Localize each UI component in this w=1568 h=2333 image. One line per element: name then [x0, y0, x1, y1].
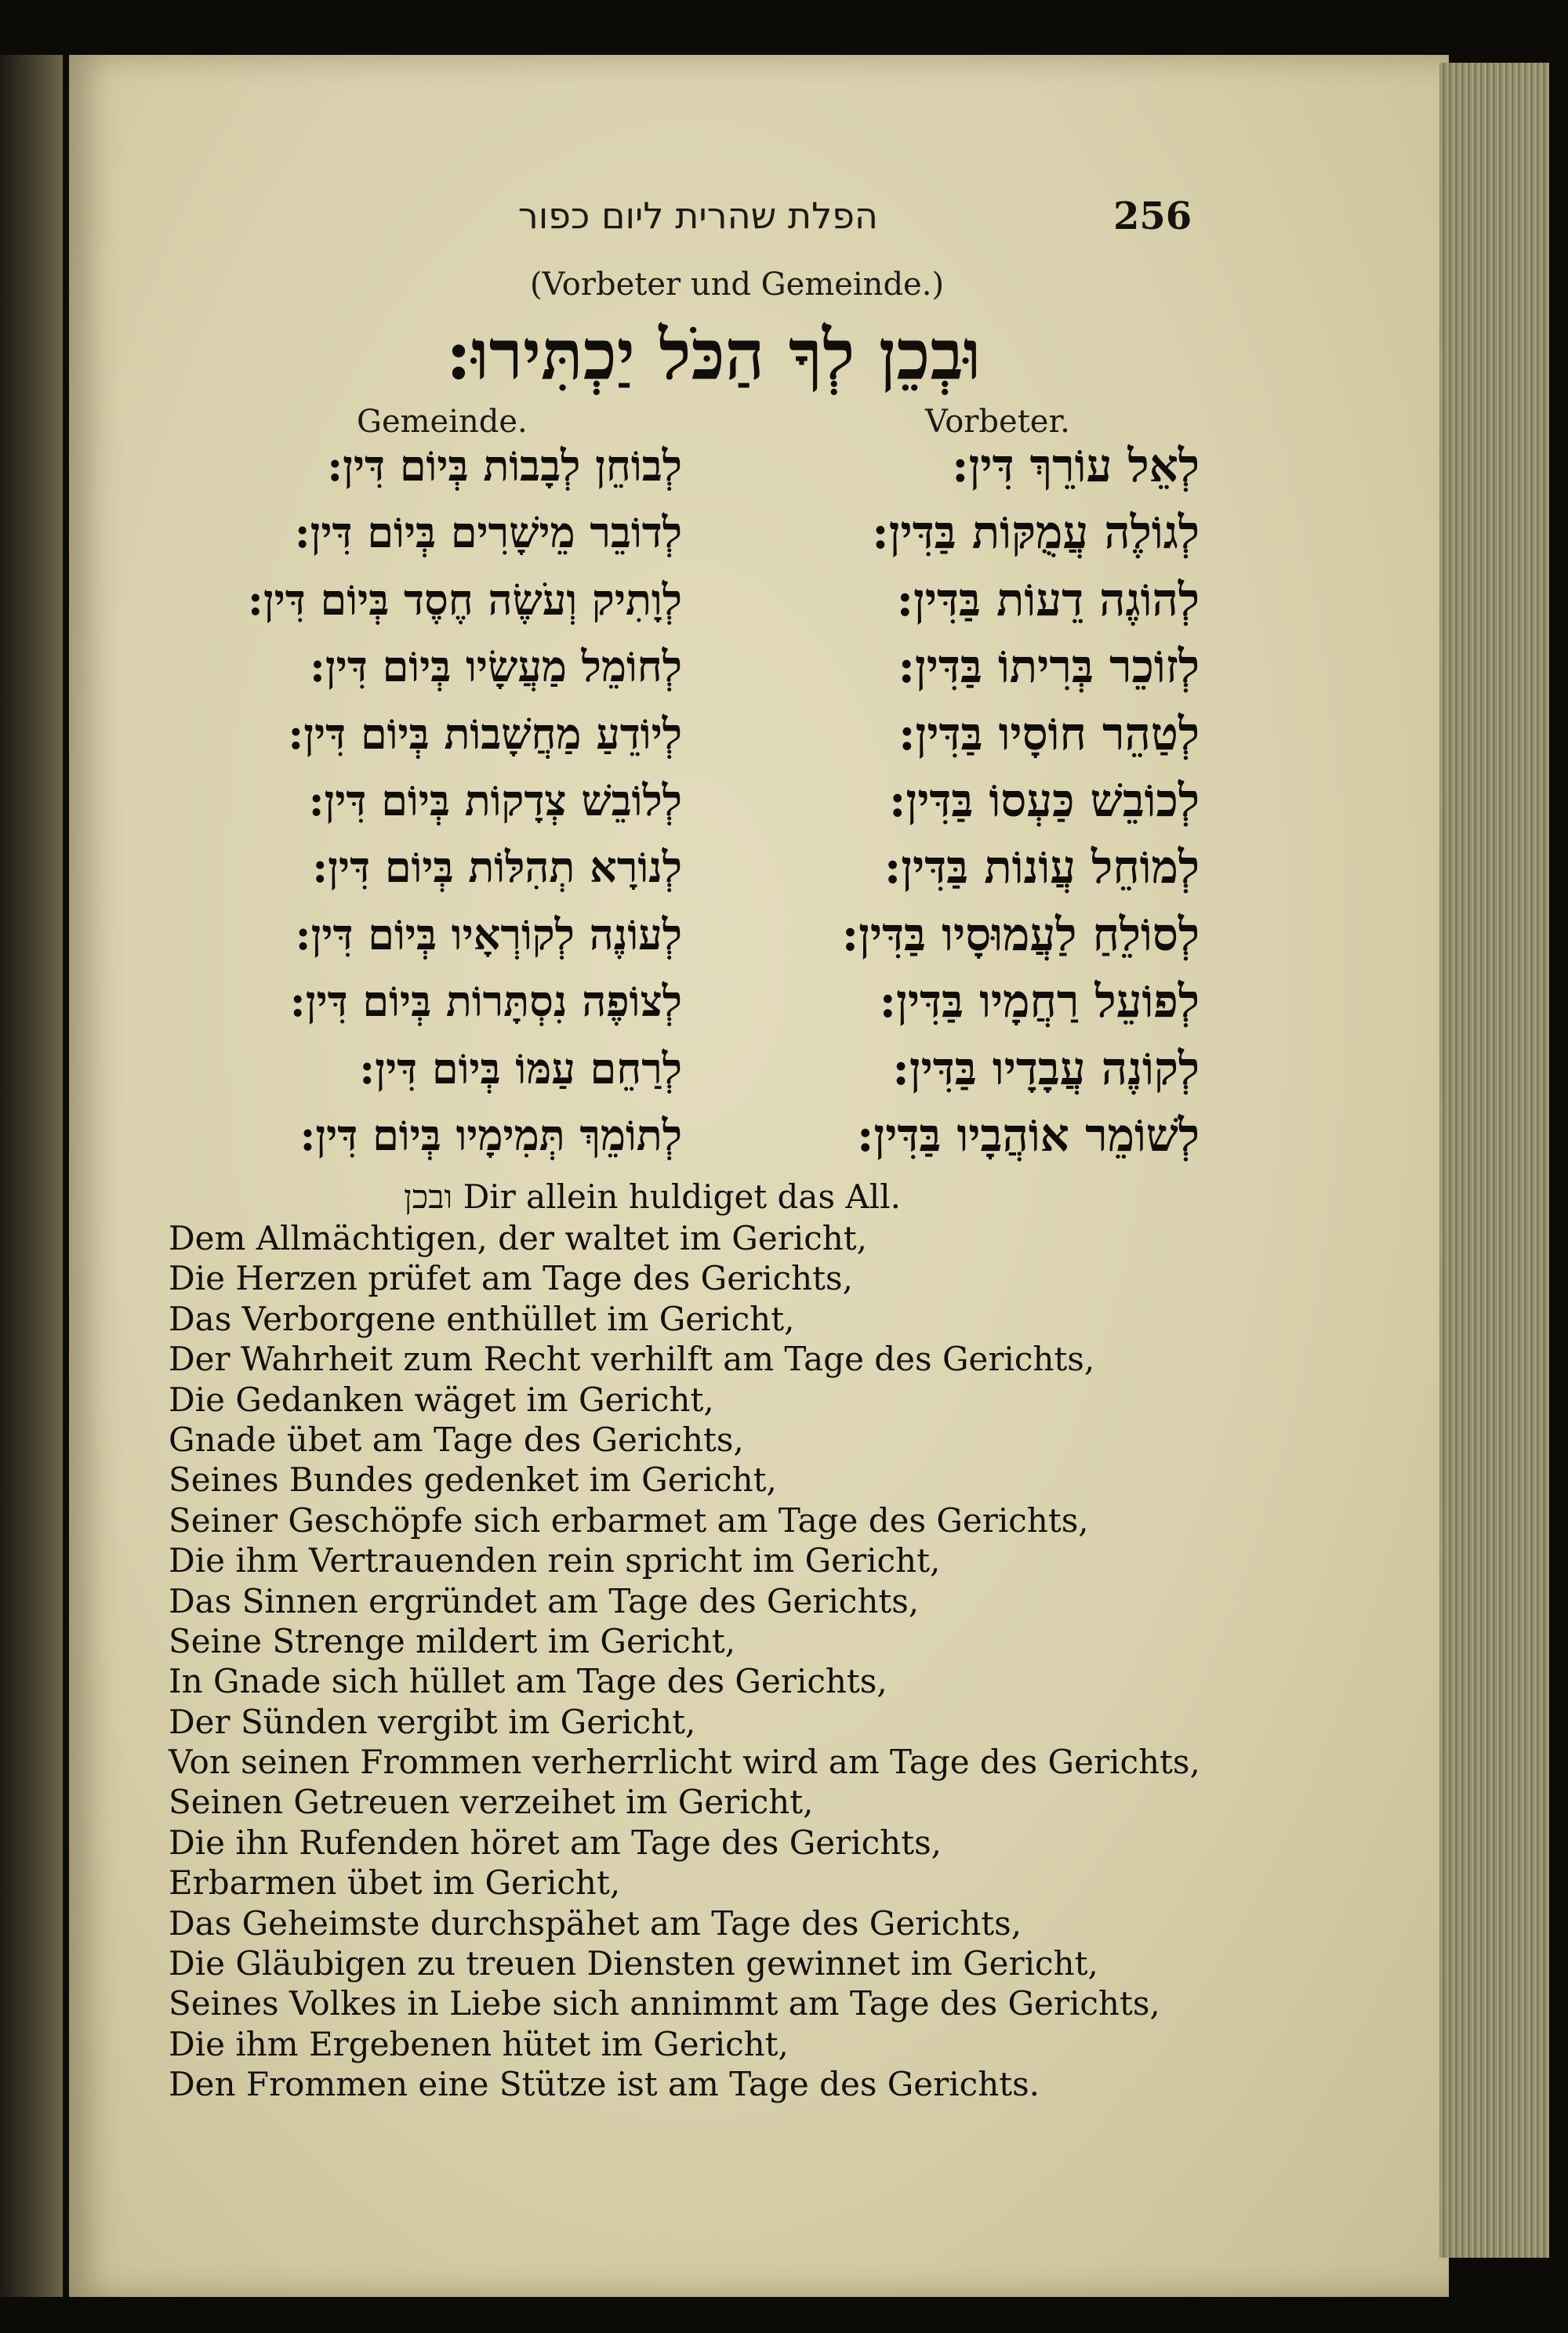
translation-line: Den Frommen eine Stütze ist am Tage des Gerichts.: [169, 2065, 1040, 2104]
vorbeter-line: לְפוֹעֵל רַחֲמָיו בַּדִּין:: [879, 974, 1200, 1029]
gemeinde-line: לְעוֹנֶה לְקוֹרְאָיו בְּיוֹם דִּין:: [295, 909, 682, 960]
translation-line: Die ihm Ergebenen hütet im Gericht,: [169, 2024, 789, 2063]
translation-line: Das Geheimste durchspähet am Tage des Gerichts,: [169, 1903, 1022, 1943]
translation-line: Gnade übet am Tage des Gerichts,: [169, 1420, 744, 1459]
gemeinde-line: לְחוֹמֵל מַעֲשָׂיו בְּיוֹם דִּין:: [309, 641, 682, 692]
translation-line: Seiner Geschöpfe sich erbarmet am Tage des Gerichts,: [169, 1500, 1089, 1540]
translation-line: Von seinen Frommen verherrlicht wird am Tage des Gerichts,: [169, 1743, 1200, 1782]
vorbeter-column: [753, 433, 1200, 1169]
translation-line: Seinen Getreuen verzeihet im Gericht,: [169, 1783, 814, 1822]
page-fore-edge: [1439, 63, 1549, 2258]
vorbeter-line: לְכוֹבֵשׁ כַּעְסוֹ בַּדִּין:: [889, 773, 1200, 827]
vorbeter-line: לְהוֹגֶה דֵעוֹת בַּדִּין:: [896, 572, 1200, 626]
vorbeter-line: לְזוֹכֵר בְּרִיתוֹ בַּדִּין:: [898, 640, 1200, 694]
gemeinde-line: לְוָתִיק וְעֹשֶׂה חֶסֶד בְּיוֹם דִּין:: [247, 574, 682, 625]
translation-line: Dem Allmächtigen, der waltet im Gericht,: [169, 1219, 868, 1257]
gemeinde-line: לְתוֹמֵךְ תְּמִימָיו בְּיוֹם דִּין:: [299, 1109, 682, 1160]
vorbeter-line: לְקוֹנֶה עֲבָדָיו בַּדִּין:: [892, 1041, 1200, 1095]
vorbeter-line: לְטַהֵר חוֹסָיו בַּדִּין:: [898, 706, 1200, 760]
translation-line: Seines Bundes gedenket im Gericht,: [169, 1460, 777, 1500]
translation-line: Der Sünden vergibt im Gericht,: [169, 1702, 696, 1741]
intro-hebrew-cue: ובכן: [404, 1177, 453, 1216]
gemeinde-line: לְבוֹחֵן לְבָבוֹת בְּיוֹם דִּין:: [327, 441, 682, 491]
gemeinde-line: לְדוֹבֵר מֵישָׁרִים בְּיוֹם דִּין:: [294, 507, 682, 558]
translation-line: Erbarmen übet im Gericht,: [169, 1863, 621, 1903]
vorbeter-line: לְשׁוֹמֵר אוֹהֲבָיו בַּדִּין:: [857, 1108, 1200, 1162]
gemeinde-line: לְנוֹרָא תְהִלּוֹת בְּיוֹם דִּין:: [312, 842, 682, 893]
vorbeter-line: לְמוֹחֵל עֲוֹנוֹת בַּדִּין:: [884, 840, 1200, 894]
vorbeter-line: לְגוֹלֶה עֲמֻקּוֹת בַּדִּין:: [872, 506, 1200, 560]
translation-line: Das Verborgene enthüllet im Gericht,: [169, 1299, 795, 1338]
translation-line: Die ihn Rufenden höret am Tage des Gerichts,: [169, 1823, 942, 1862]
gemeinde-column: [180, 433, 682, 1169]
vorbeter-line: לְאֵל עוֹרֵךְ דִּין:: [952, 439, 1200, 492]
vorbeter-line: לְסוֹלֵחַ לַעֲמוּסָיו בַּדִּין:: [841, 907, 1200, 961]
gemeinde-line: לְלוֹבֵשׁ צְדָקוֹת בְּיוֹם דִּין:: [308, 775, 682, 825]
translation-line: In Gnade sich hüllet am Tage des Gerichts,: [169, 1662, 887, 1701]
translation-line: Seine Strenge mildert im Gericht,: [169, 1621, 736, 1660]
subheading: (Vorbeter und Gemeinde.): [529, 267, 945, 303]
gemeinde-line: לְרַחֵם עַמּוֹ בְּיוֹם דִּין:: [359, 1043, 682, 1094]
vorbeter-label: Vorbeter.: [925, 404, 1070, 440]
translation-intro: [169, 1176, 1203, 1218]
running-head: הפלת שהרית ליום כפור: [517, 194, 878, 237]
translation-line: Die Gedanken wäget im Gericht,: [169, 1380, 714, 1419]
facing-page-edge: [0, 55, 63, 2297]
translation-line: Seines Volkes in Liebe sich annimmt am Tage des Gerichts,: [169, 1984, 1160, 2023]
gemeinde-line: לְיוֹדֵעַ מַחֲשָׁבוֹת בְּיוֹם דִּין:: [288, 708, 682, 759]
gemeinde-label: Gemeinde.: [357, 404, 528, 440]
hebrew-title: וּבְכֵן לְךָ הַכֹּל יַכְתִּירוּ:: [445, 314, 982, 395]
page-number: 256: [1113, 194, 1192, 238]
translation-line: Die Gläubigen zu treuen Diensten gewinnet im Gericht,: [169, 1944, 1098, 1983]
translation-line: Die ihm Vertrauenden rein spricht im Gericht,: [169, 1541, 941, 1580]
translation-line: Das Sinnen ergründet am Tage des Gerichts,: [169, 1581, 920, 1620]
german-translation: [169, 1176, 1203, 2105]
translation-line: Die Herzen prüfet am Tage des Gerichts,: [169, 1259, 853, 1298]
gemeinde-line: לְצוֹפֶה נִסְתָּרוֹת בְּיוֹם דִּין:: [289, 976, 682, 1027]
translation-line: Der Wahrheit zum Recht verhilft am Tage des Gerichts,: [169, 1340, 1095, 1379]
intro-text: Dir allein huldiget das All.: [463, 1177, 901, 1216]
